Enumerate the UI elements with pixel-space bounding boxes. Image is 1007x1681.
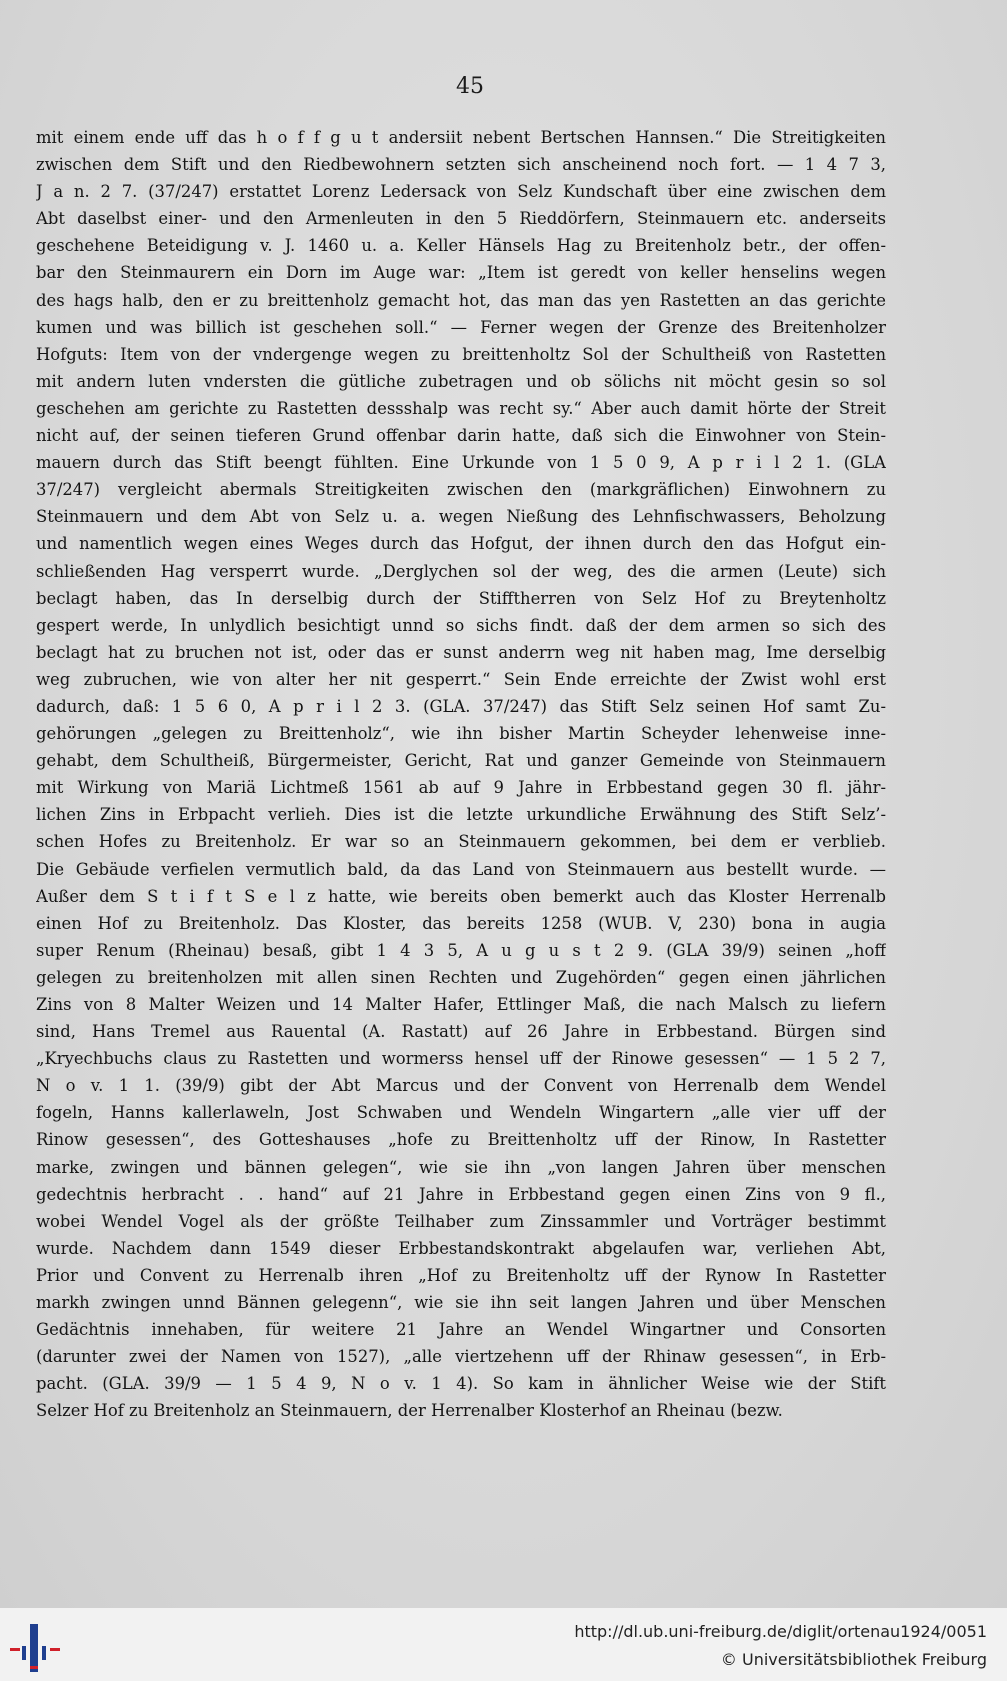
text-line: des hags halb, den er zu breittenholz gemacht hot, das man das yen Rastetten an das gerichte: [36, 290, 886, 310]
text-line: beclagt haben, das In derselbig durch der Stifftherren von Selz Hof zu Breytenholtz: [36, 588, 886, 608]
text-line: gelegen zu breitenholzen mit allen sinen Rechten und Zugehörden“ gegen einen jährlichen: [36, 967, 886, 987]
text-line: Hofguts: Item von der vndergenge wegen zu breittenholtz Sol der Schultheiß von Rastetten: [36, 344, 886, 364]
text-line: einen Hof zu Breitenholz. Das Kloster, das bereits 1258 (WUB. V, 230) bona in augia: [36, 913, 886, 933]
text-line: schließenden Hag versperrt wurde. „Derglychen sol der weg, des die armen (Leute) sich: [36, 561, 886, 581]
text-line: Außer dem S t i f t S e l z hatte, wie bereits oben bemerkt auch das Kloster Herrenalb: [36, 886, 886, 906]
text-line: gehabt, dem Schultheiß, Bürgermeister, Gericht, Rat und ganzer Gemeinde von Steinmauern: [36, 751, 886, 771]
text-line: nicht auf, der seinen tieferen Grund offenbar darin hatte, daß sich die Einwohner von Stein-: [36, 426, 886, 446]
text-line: bar den Steinmaurern ein Dorn im Auge war: „Item ist geredt von keller henselins wegen: [36, 263, 886, 283]
text-line: geschehen am gerichte zu Rastetten dessshalp was recht sy.“ Aber auch damit hörte der Streit: [36, 398, 886, 418]
text-line: zwischen dem Stift und den Riedbewohnern setzten sich anscheinend noch fort. — 1 4 7 3,: [36, 155, 886, 175]
text-line: (darunter zwei der Namen von 1527), „alle viertzehenn uff der Rhinaw gesessen“, in Erb-: [36, 1347, 886, 1367]
text-line: Gedächtnis innehaben, für weitere 21 Jahre an Wendel Wingartner und Consorten: [36, 1320, 886, 1340]
text-line: 37/247) vergleicht abermals Streitigkeiten zwischen den (markgräflichen) Einwohnern zu: [36, 480, 886, 500]
text-line: weg zubruchen, wie von alter her nit gesperrt.“ Sein Ende erreichte der Zwist wohl erst: [36, 669, 886, 689]
text-line: geschehene Beteidigung v. J. 1460 u. a. Keller Hänsels Hag zu Breitenholz betr., der offen-: [36, 236, 886, 256]
text-line: Rinow gesessen“, des Gotteshauses „hofe zu Breittenholtz uff der Rinow, In Rastetter: [36, 1130, 886, 1150]
text-line: und namentlich wegen eines Weges durch das Hofgut, der ihnen durch den das Hofgut ein-: [36, 534, 886, 554]
text-line: wobei Wendel Vogel als der größte Teilhaber zum Zinssammler und Vorträger bestimmt: [36, 1211, 886, 1231]
text-line: J a n. 2 7. (37/247) erstattet Lorenz Ledersack von Selz Kundschaft über eine zwischen dem: [36, 182, 886, 202]
logo-bar-left-red: [10, 1648, 20, 1651]
logo-bar-left-blue: [22, 1646, 26, 1660]
footer-copyright: © Universitätsbibliothek Freiburg: [720, 1650, 987, 1669]
text-line: gespert werde, In unlydlich besichtigt unnd so sichs findt. daß der dem armen so sich des: [36, 615, 886, 635]
text-line: sind, Hans Tremel aus Rauental (A. Rastatt) auf 26 Jahre in Erbbestand. Bürgen sind: [36, 1022, 886, 1042]
text-line: mit einem ende uff das h o f f g u t andersiit nebent Bertschen Hannsen.“ Die Streitigkeiten: [36, 128, 886, 147]
text-line: Selzer Hof zu Breitenholz an Steinmauern, der Herrenalber Klosterhof an Rheinau (bezw.: [36, 1401, 783, 1421]
text-line: beclagt hat zu bruchen not ist, oder das er sunst anderrn weg nit haben mag, Ime derselbig: [36, 642, 886, 662]
text-line: dadurch, daß: 1 5 6 0, A p r i l 2 3. (GLA. 37/247) das Stift Selz seinen Hof samt Zu-: [36, 696, 886, 716]
text-line: marke, zwingen und bännen gelegen“, wie sie ihn „von langen Jahren über menschen: [36, 1157, 886, 1177]
logo-bar-right-red: [50, 1648, 60, 1651]
body-text: [36, 124, 886, 1425]
text-line: Die Gebäude verfielen vermutlich bald, da das Land von Steinmauern aus bestellt wurde. —: [36, 859, 886, 879]
logo-bar-right-blue: [42, 1646, 46, 1660]
text-line: mauern durch das Stift beengt fühlten. Eine Urkunde von 1 5 0 9, A p r i l 2 1. (GLA: [36, 453, 886, 473]
logo-dot-red: [30, 1666, 38, 1669]
page-number: 45: [456, 74, 484, 99]
text-line: schen Hofes zu Breitenholz. Er war so an Steinmauern gekommen, bei dem er verblieb.: [36, 832, 886, 852]
text-line: N o v. 1 1. (39/9) gibt der Abt Marcus und der Convent von Herrenalb dem Wendel: [36, 1076, 886, 1096]
text-line: mit Wirkung von Mariä Lichtmeß 1561 ab auf 9 Jahre in Erbbestand gegen 30 fl. jähr-: [36, 778, 886, 798]
text-line: fogeln, Hanns kallerlaweln, Jost Schwaben und Wendeln Wingartern „alle vier uff der: [36, 1103, 886, 1123]
text-line: Prior und Convent zu Herrenalb ihren „Hof zu Breitenholtz uff der Rynow In Rastetter: [36, 1265, 886, 1285]
text-line: Abt daselbst einer- und den Armenleuten in den 5 Rieddörfern, Steinmauern etc. anderseits: [36, 209, 886, 229]
text-line: gedechtnis herbracht . . hand“ auf 21 Jahre in Erbbestand gegen einen Zins von 9 fl.,: [36, 1184, 886, 1204]
footer-url-link[interactable]: http://dl.ub.uni-freiburg.de/diglit/ortenau1924/0051: [574, 1622, 987, 1641]
logo-bar-center-blue: [30, 1624, 38, 1672]
text-line: super Renum (Rheinau) besaß, gibt 1 4 3 5, A u g u s t 2 9. (GLA 39/9) seinen „hoff: [36, 940, 886, 960]
text-line: gehörungen „gelegen zu Breittenholz“, wie ihn bisher Martin Scheyder lehenweise inne-: [36, 724, 886, 744]
text-line: mit andern luten vndersten die gütliche zubetragen und ob sölichs nit möcht gesin so sol: [36, 371, 886, 391]
text-line: wurde. Nachdem dann 1549 dieser Erbbestandskontrakt abgelaufen war, verliehen Abt,: [36, 1238, 886, 1258]
text-line: kumen und was billich ist geschehen soll.“ — Ferner wegen der Grenze des Breitenholzer: [36, 317, 886, 337]
text-line: lichen Zins in Erbpacht verlieh. Dies ist die letzte urkundliche Erwähnung des Stift Selz’-: [36, 805, 886, 825]
text-line: Steinmauern und dem Abt von Selz u. a. wegen Nießung des Lehnfischwassers, Beholzung: [36, 507, 886, 527]
text-line: markh zwingen unnd Bännen gelegenn“, wie sie ihn seit langen Jahren und über Menschen: [36, 1293, 886, 1313]
text-line: pacht. (GLA. 39/9 — 1 5 4 9, N o v. 1 4). So kam in ähnlicher Weise wie der Stift: [36, 1374, 886, 1394]
text-line: Zins von 8 Malter Weizen und 14 Malter Hafer, Ettlinger Maß, die nach Malsch zu liefern: [36, 995, 886, 1014]
ub-freiburg-logo-icon[interactable]: [8, 1622, 64, 1674]
footer-bar: [0, 1608, 1007, 1681]
text-line: „Kryechbuchs claus zu Rastetten und wormerss hensel uff der Rinowe gesessen“ — 1 5 2 7,: [36, 1049, 886, 1069]
